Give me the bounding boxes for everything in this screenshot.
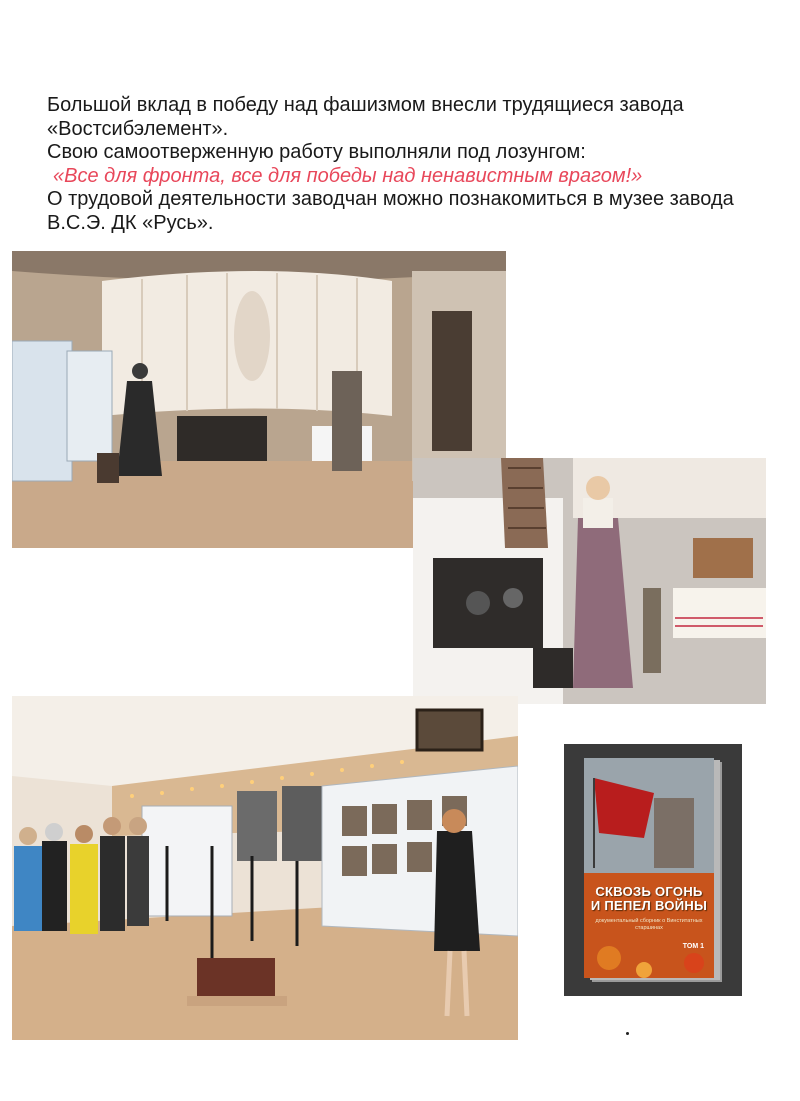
paragraph-museum: О трудовой деятельности заводчан можно познакомиться в музее завода В.С.Э. ДК «Русь». <box>47 188 734 234</box>
book-title <box>584 885 714 913</box>
book-subtitle: документальный сборник о Винститатных старшинах <box>595 918 703 931</box>
paragraph-slogan-intro: Свою самоотверженную работу выполняли под лозунгом: <box>47 141 586 164</box>
book-cover-photo <box>564 744 742 996</box>
book-title-line2: И ПЕПЕЛ ВОЙНЫ <box>590 898 708 913</box>
book-volume: ТОМ 1 <box>682 943 704 950</box>
intro-text <box>47 94 767 236</box>
museum-visitors-photo <box>12 696 518 1040</box>
book-title-line1: СКВОЗЬ ОГОНЬ <box>595 884 703 899</box>
book-cover <box>584 758 714 978</box>
slogan-quote: «Все для фронта, все для победы над ненавистным врагом!» <box>53 164 643 187</box>
paragraph-contribution: Большой вклад в победу над фашизмом внесли трудящиеся завода «Востсибэлемент». <box>47 94 684 140</box>
scan-speck <box>626 1032 629 1035</box>
household-exhibit-photo <box>413 458 766 704</box>
